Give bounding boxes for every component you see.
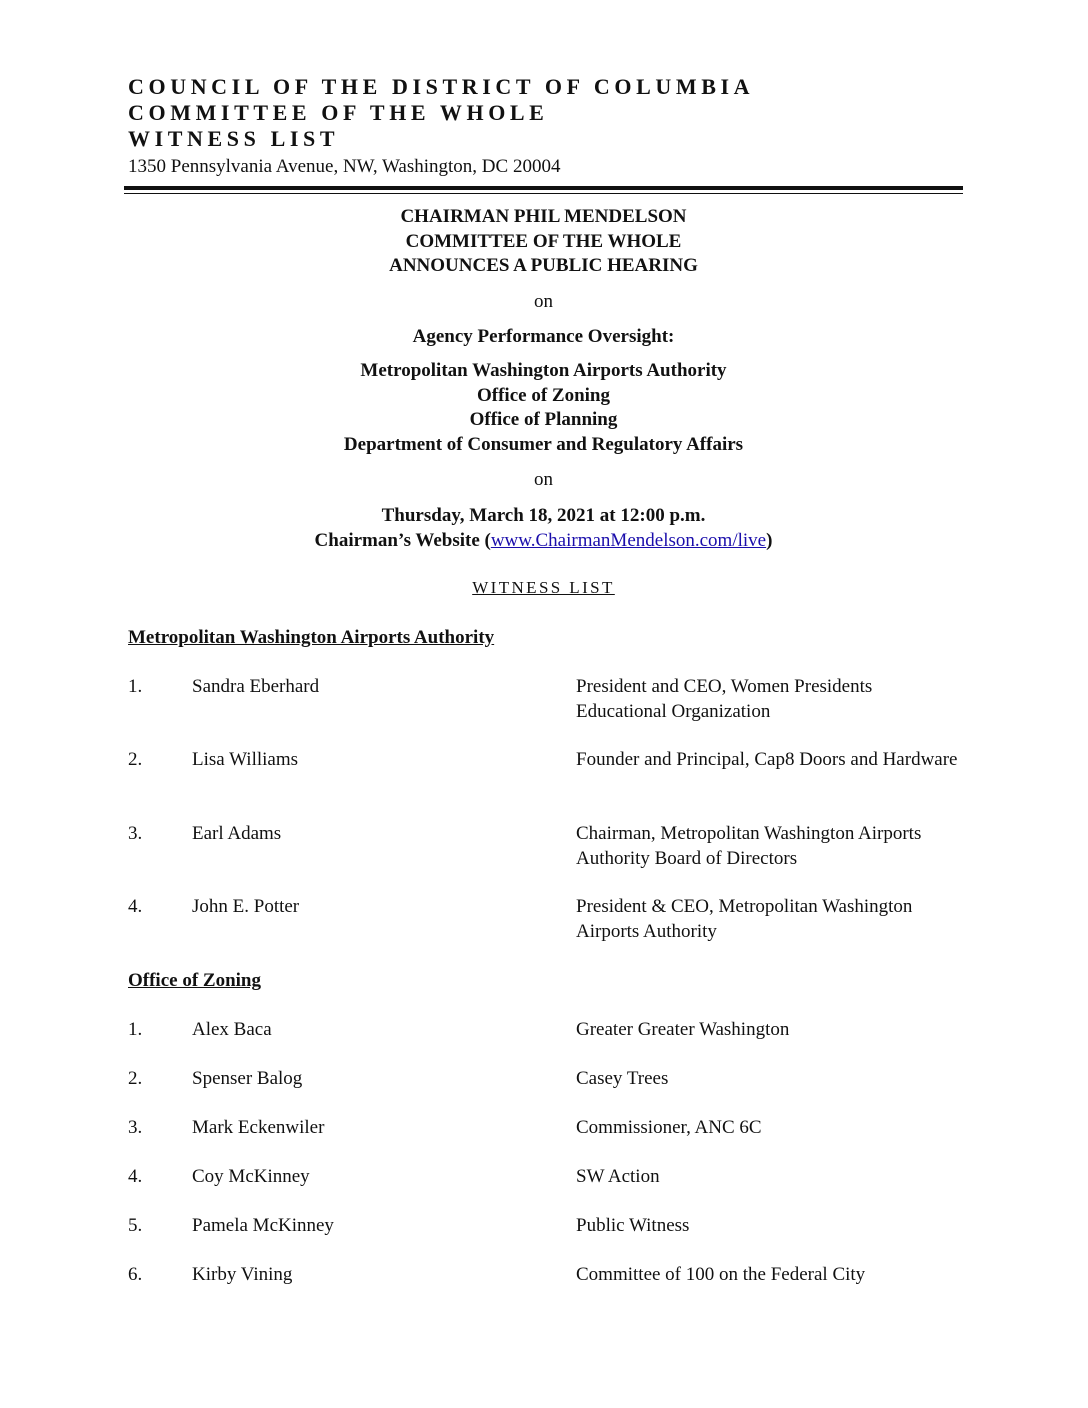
section-title-zoning: Office of Zoning xyxy=(128,970,261,991)
chairman-line: CHAIRMAN PHIL MENDELSON xyxy=(400,206,687,227)
witness-affiliation: President and CEO, Women Presidents Educational Organization xyxy=(576,676,873,722)
witness-name: John E. Potter xyxy=(192,896,300,917)
witness-affiliation: Founder and Principal, Cap8 Doors and Hardware xyxy=(576,749,958,770)
agency-item: Metropolitan Washington Airports Authority xyxy=(360,360,727,381)
agency-item: Department of Consumer and Regulatory Affairs xyxy=(343,433,744,455)
on-separator-2: on xyxy=(534,469,553,490)
header-divider-thin xyxy=(124,193,963,194)
hearing-datetime-block xyxy=(124,503,963,553)
witness-list-title: WITNESS LIST xyxy=(472,578,615,597)
hearing-topic: Agency Performance Oversight: xyxy=(412,326,675,347)
on-separator: on xyxy=(534,291,553,312)
website-prefix: Chairman’s Website ( xyxy=(314,530,491,551)
witness-number: 5. xyxy=(128,1215,143,1236)
witness-name: Mark Eckenwiler xyxy=(192,1117,325,1138)
witness-number: 1. xyxy=(128,676,143,697)
committee-name: COMMITTEE OF THE WHOLE xyxy=(128,100,549,125)
witness-number: 2. xyxy=(128,749,143,770)
website-line xyxy=(124,528,963,553)
witness-number: 6. xyxy=(128,1264,143,1285)
website-suffix: ) xyxy=(766,530,773,551)
witness-name: Coy McKinney xyxy=(192,1166,310,1187)
witness-affiliation: Committee of 100 on the Federal City xyxy=(576,1264,866,1285)
witness-name: Sandra Eberhard xyxy=(192,676,320,697)
witness-affiliation: Chairman, Metropolitan Washington Airports Authority Board of Directors xyxy=(576,823,922,869)
witness-name: Kirby Vining xyxy=(192,1264,293,1285)
witness-affiliation: Casey Trees xyxy=(576,1068,669,1089)
witness-name: Pamela McKinney xyxy=(192,1215,334,1236)
council-address: 1350 Pennsylvania Avenue, NW, Washington, DC 20004 xyxy=(128,156,561,177)
letterhead xyxy=(128,74,754,179)
agency-item: Office of Zoning xyxy=(477,384,610,406)
document-type: WITNESS LIST xyxy=(128,126,340,151)
witness-affiliation: Greater Greater Washington xyxy=(576,1019,790,1040)
witness-name: Alex Baca xyxy=(192,1019,272,1040)
section-title-mwaa: Metropolitan Washington Airports Authority xyxy=(128,627,495,648)
witness-name: Earl Adams xyxy=(192,823,282,844)
witness-number: 2. xyxy=(128,1068,143,1089)
witness-number: 1. xyxy=(128,1019,143,1040)
witness-affiliation: SW Action xyxy=(576,1166,660,1187)
hearing-announcement xyxy=(124,205,963,279)
witness-name: Spenser Balog xyxy=(192,1068,303,1089)
witness-number: 3. xyxy=(128,1117,143,1138)
witness-number: 3. xyxy=(128,823,143,844)
header-divider-thick xyxy=(124,186,963,190)
hearing-date: Thursday, March 18, 2021 at 12:00 p.m. xyxy=(381,505,706,526)
announces-line: ANNOUNCES A PUBLIC HEARING xyxy=(389,255,698,276)
website-link[interactable]: www.ChairmanMendelson.com/live xyxy=(490,530,767,551)
witness-affiliation: Public Witness xyxy=(576,1215,690,1236)
witness-affiliation: President & CEO, Metropolitan Washington Airports Authority xyxy=(576,896,913,942)
agency-item: Office of Planning xyxy=(469,409,618,430)
agency-list xyxy=(124,359,963,457)
witness-name: Lisa Williams xyxy=(192,749,299,770)
witness-number: 4. xyxy=(128,1166,143,1187)
witness-affiliation: Commissioner, ANC 6C xyxy=(576,1117,762,1138)
witness-number: 4. xyxy=(128,896,143,917)
committee-line: COMMITTEE OF THE WHOLE xyxy=(405,230,682,252)
council-name: COUNCIL OF THE DISTRICT OF COLUMBIA xyxy=(128,74,755,99)
